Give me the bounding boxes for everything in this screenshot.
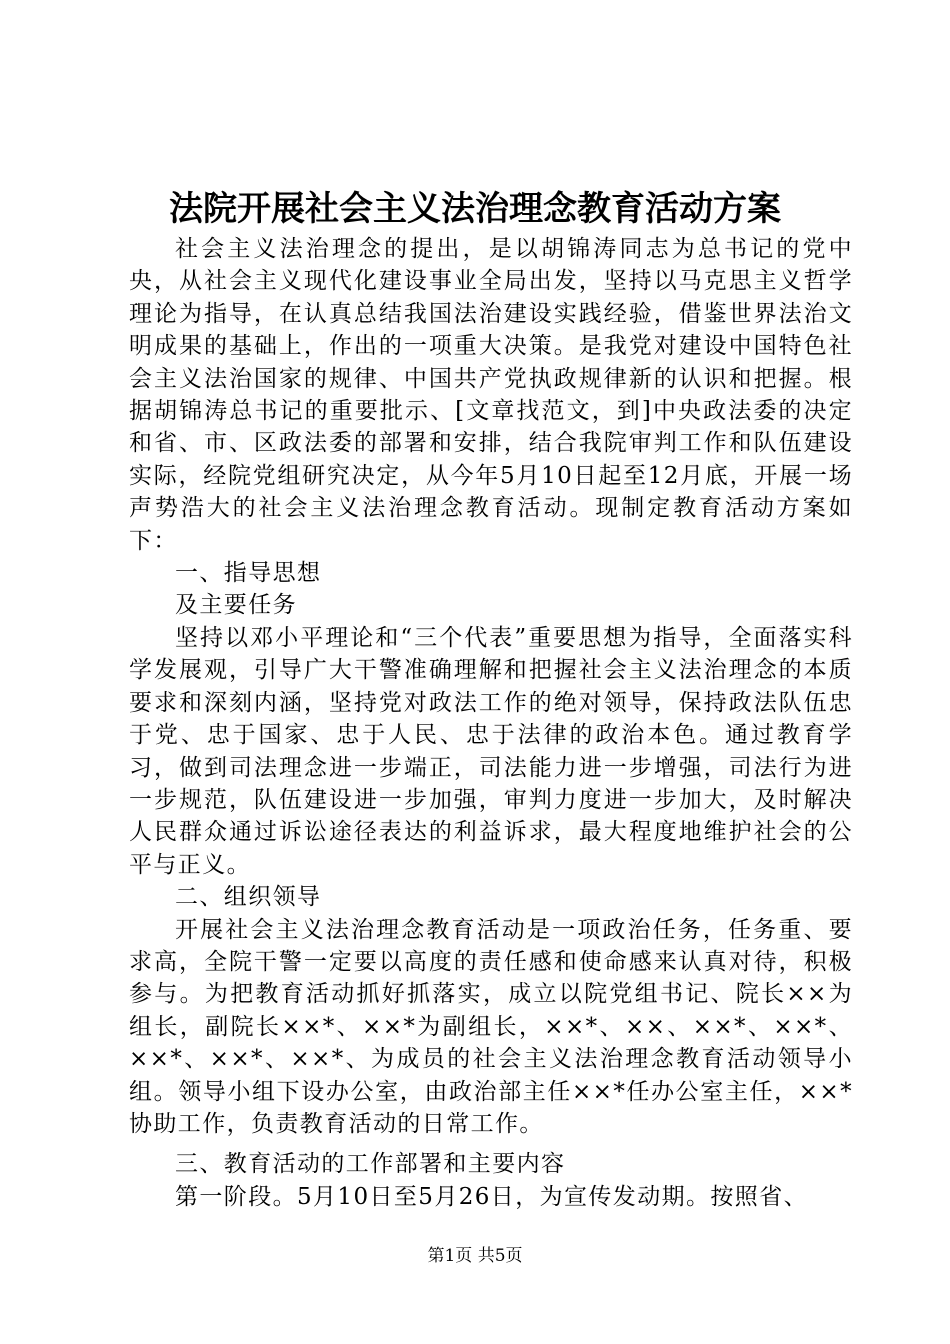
section-heading-2: 二、组织领导 <box>175 884 322 911</box>
section-heading-3: 三、教育活动的工作部署和主要内容 <box>175 1151 566 1178</box>
organization-paragraph: 开展社会主义法治理念教育活动是一项政治任务，任务重、要求高，全院干警一定要以高度的责任感和使命感来认真对待，积极参与。为把教育活动抓好抓落实，成立以院党组书记、院长××为组长，副院长××*、××*为副组长，××*、××、××*、××*、××*、××*、××*、为成员的社会主义法治理念教育活动领导小组。领导小组下设办公室，由政治部主任××*任办公室主任，××*协助工作，负责教育活动的日常工作。 <box>129 916 853 1137</box>
page-number: 第1页 共5页 <box>427 1246 523 1266</box>
document-body <box>129 233 853 1213</box>
section-heading-1: 一、指导思想 <box>175 560 322 587</box>
section-heading-1-continued: 及主要任务 <box>175 592 297 619</box>
guiding-principles-paragraph: 坚持以邓小平理论和“三个代表”重要思想为指导，全面落实科学发展观，引导广大干警准确理解和把握社会主义法治理念的本质要求和深刻内涵，坚持党对政法工作的绝对领导，保持政法队伍忠于党、忠于国家、忠于人民、忠于法律的政治本色。通过教育学习，做到司法理念进一步端正，司法能力进一步增强，司法行为进一步规范，队伍建设进一步加强，审判力度进一步加大，及时解决人民群众通过诉讼途径表达的利益诉求，最大程度地维护社会的公平与正义。 <box>129 624 853 878</box>
document-title: 法院开展社会主义法治理念教育活动方案 <box>169 189 781 229</box>
intro-paragraph: 社会主义法治理念的提出，是以胡锦涛同志为总书记的党中央，从社会主义现代化建设事业全局出发，坚持以马克思主义哲学理论为指导，在认真总结我国法治建设实践经验，借鉴世界法治文明成果的基础上，作出的一项重大决策。是我党对建设中国特色社会主义法治国家的规律、中国共产党执政规律新的认识和把握。根据胡锦涛总书记的重要批示、[文章找范文，到]中央政法委的决定和省、市、区政法委的部署和安排，结合我院审判工作和队伍建设实际，经院党组研究决定，从今年5月10日起至12月底，开展一场声势浩大的社会主义法治理念教育活动。现制定教育活动方案如下： <box>129 236 853 554</box>
phase-one-paragraph: 第一阶段。5月10日至5月26日，为宣传发动期。按照省、 <box>175 1183 808 1210</box>
